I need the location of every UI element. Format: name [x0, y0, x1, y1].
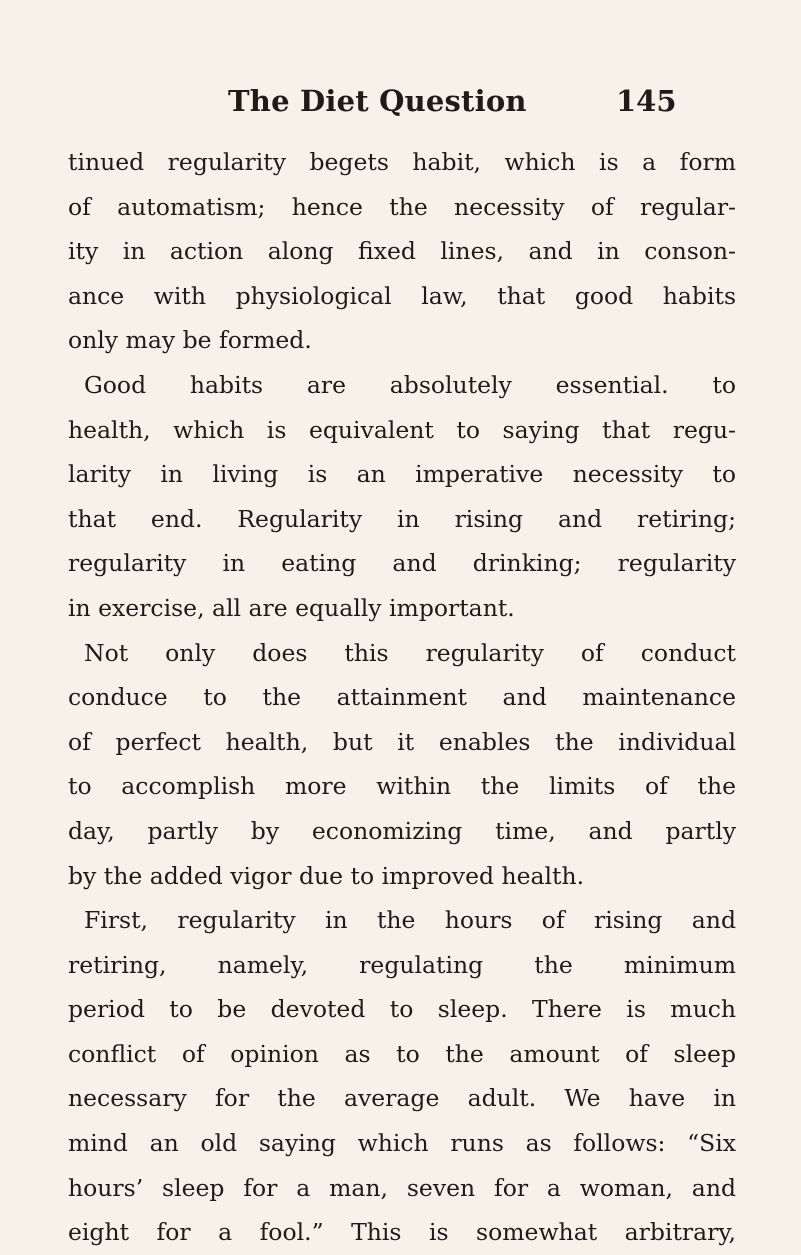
text-line: only may be formed. — [68, 326, 312, 355]
text-line: of automatism; hence the necessity of regular- — [68, 192, 736, 221]
text-line: to accomplish more within the limits of the — [68, 772, 736, 801]
text-line: conflict of opinion as to the amount of sleep — [68, 1039, 736, 1068]
text-line: retiring, namely, regulating the minimum — [68, 950, 736, 979]
text-line: that end. Regularity in rising and retiring; — [68, 504, 736, 533]
text-line: conduce to the attainment and maintenance — [68, 683, 736, 712]
text-line: Not only does this regularity of conduct — [84, 638, 736, 667]
text-line: regularity in eating and drinking; regularity — [68, 549, 736, 578]
text-line: mind an old saying which runs as follows: “Six — [68, 1129, 736, 1158]
text-line: necessary for the average adult. We have in — [68, 1084, 736, 1113]
page-number: 145 — [616, 84, 677, 118]
text-line: tinued regularity begets habit, which is a form — [68, 148, 736, 176]
text-line: health, which is equivalent to saying that regu- — [68, 415, 736, 444]
text-line: ity in action along fixed lines, and in conson- — [68, 237, 736, 266]
text-line: First, regularity in the hours of rising and — [84, 906, 736, 935]
text-line: of perfect health, but it enables the individual — [68, 727, 736, 756]
text-line: eight for a fool.” This is somewhat arbitrary, — [68, 1218, 736, 1247]
body-text — [68, 140, 736, 1255]
text-line: Good habits are absolutely essential. to — [84, 370, 736, 399]
text-line: day, partly by economizing time, and partly — [68, 816, 736, 845]
text-line: period to be devoted to sleep. There is much — [68, 995, 736, 1024]
text-line: ance with physiological law, that good habits — [68, 281, 736, 310]
running-header — [0, 84, 801, 124]
text-line: by the added vigor due to improved health. — [68, 861, 585, 890]
text-line: in exercise, all are equally important. — [68, 593, 515, 622]
running-title: The Diet Question — [228, 84, 527, 118]
text-line: larity in living is an imperative necessity to — [68, 460, 736, 489]
text-line: hours’ sleep for a man, seven for a woman, and — [68, 1173, 736, 1202]
